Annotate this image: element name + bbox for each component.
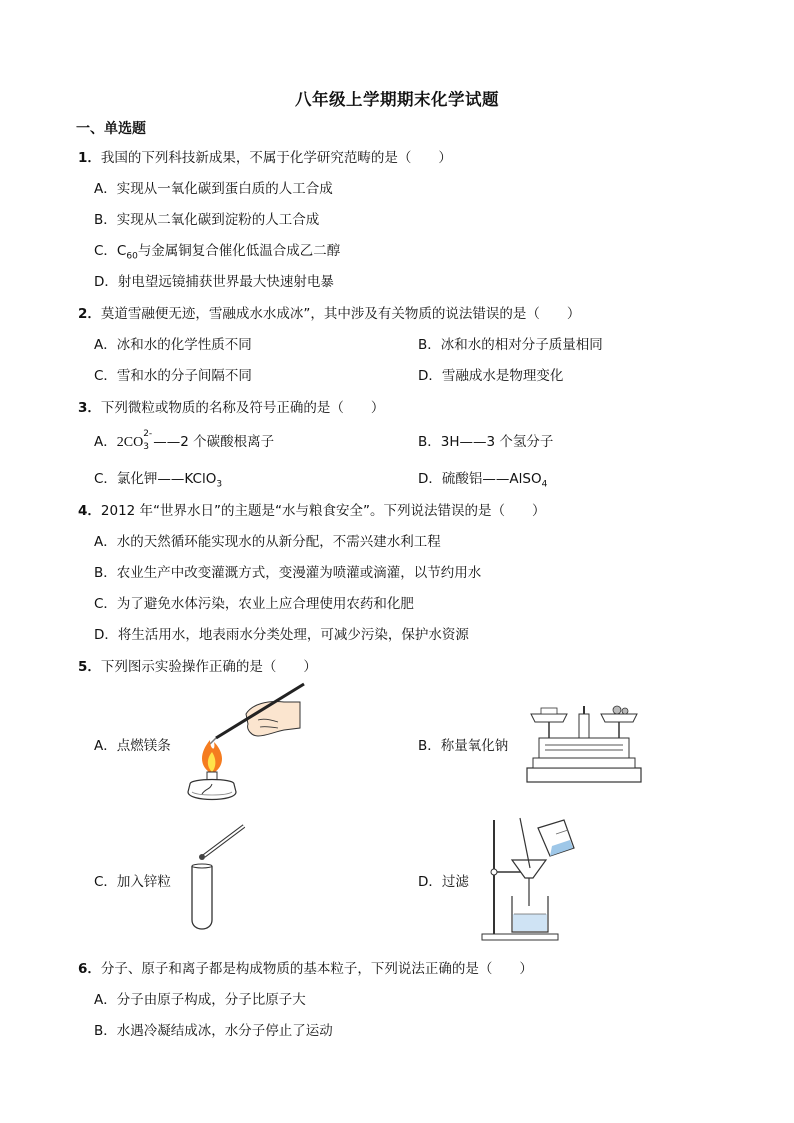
q4-option-d: D．将生活用水，地表雨水分类处理，可减少污染，保护水资源 [94,627,469,643]
q1-option-a: A．实现从一氧化碳到蛋白质的人工合成 [94,181,333,197]
alcohol-lamp-magnesium-figure [180,680,310,804]
q4-option-b: B．农业生产中改变灌溉方式，变漫灌为喷灌或滴灌，以节约用水 [94,565,482,581]
filtration-apparatus-figure [478,814,596,944]
question-text: 2012 年“世界水日”的主题是“水与粮食安全”。下列说法错误的是（ ） [100,503,546,519]
subscript: 3 [216,479,223,490]
question-text: 下列微粒或物质的名称及符号正确的是（ ） [100,400,385,416]
q2-option-d: D．雪融成水是物理变化 [418,368,564,384]
question-number: 5． [78,659,101,675]
question-number: 1． [78,150,101,166]
q1-option-d: D．射电望远镜捕获世界最大快速射电暴 [94,274,334,290]
q6-option-b: B．水遇冷凝结成冰，水分子停止了运动 [94,1023,333,1039]
q5-option-a: A．点燃镁条 [94,738,171,754]
question-1-stem [78,146,452,166]
page-title: 八年级上学期期末化学试题 [295,90,499,109]
question-5-stem [78,655,317,675]
option-c-prefix: C．C [94,243,127,259]
q4-option-c: C．为了避免水体污染，农业上应合理使用农药和化肥 [94,596,414,612]
q5-option-d: D．过滤 [418,874,469,890]
option-d-text: D．硫酸铝——AlSO [418,471,542,487]
question-number: 3． [78,400,101,416]
option-c-text: 与金属铜复合催化低温合成乙二醇 [137,243,341,259]
coefficient: 2 [116,435,124,450]
q3-option-b: B．3H——3 个氢分子 [418,434,554,450]
q1-option-c [94,239,340,262]
option-a-prefix: A． [94,434,117,450]
question-6-stem [78,957,533,977]
q3-option-a [94,430,274,451]
q5-option-b: B．称量氧化钠 [418,738,509,754]
question-number: 2． [78,306,101,322]
option-a-text: ——2 个碳酸根离子 [153,434,275,450]
section-heading: 一、单选题 [76,121,146,137]
balance-scale-figure [525,700,643,784]
superscript-charge: 2- [143,429,153,439]
option-c-text: C．氯化钾——KClO [94,471,217,487]
q4-option-a: A．水的天然循环能实现水的从新分配，不需兴建水利工程 [94,534,441,550]
q2-option-b: B．冰和水的相对分子质量相同 [418,337,603,353]
question-2-stem [78,302,580,322]
subscript: 4 [541,479,548,490]
subscript: 3 [143,442,149,452]
q3-option-c [94,467,222,490]
q1-option-b: B．实现从二氧化碳到淀粉的人工合成 [94,212,320,228]
question-number: 4． [78,503,101,519]
ion-scripts [143,429,153,452]
q3-option-d [418,467,547,490]
question-text: 我国的下列科技新成果，不属于化学研究范畴的是（ ） [100,150,452,166]
question-text: 分子、原子和离子都是构成物质的基本粒子，下列说法正确的是（ ） [100,961,533,977]
formula: CO [123,435,144,450]
q5-option-c: C．加入锌粒 [94,874,171,890]
q2-option-a: A．冰和水的化学性质不同 [94,337,252,353]
q2-option-c: C．雪和水的分子间隔不同 [94,368,252,384]
test-tube-zinc-figure [180,820,250,932]
subscript: 60 [126,251,138,262]
question-text: 莫道雪融便无迹，雪融成水水成冰”，其中涉及有关物质的说法错误的是（ ） [100,306,581,322]
q6-option-a: A．分子由原子构成，分子比原子大 [94,992,306,1008]
question-3-stem [78,396,384,416]
question-number: 6． [78,961,101,977]
question-4-stem [78,499,546,519]
question-text: 下列图示实验操作正确的是（ ） [100,659,317,675]
